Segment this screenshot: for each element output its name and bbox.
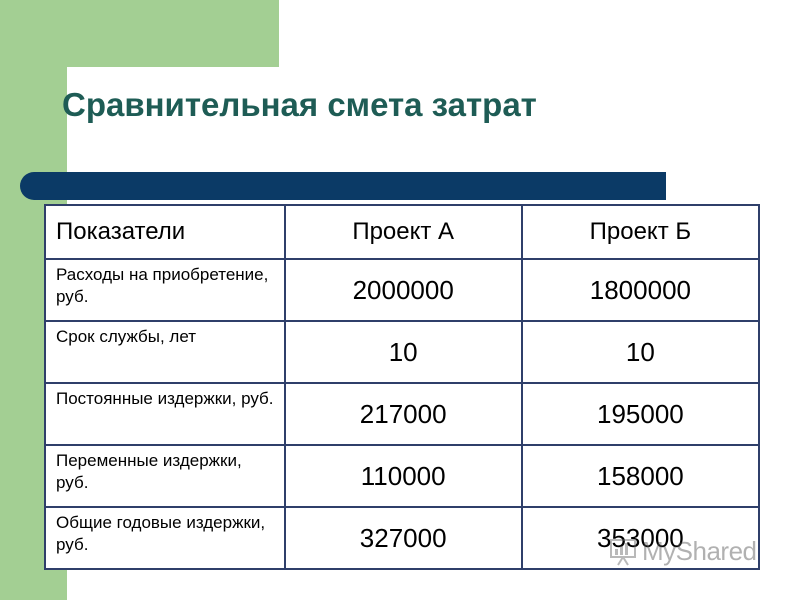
- row-label: Расходы на приобретение, руб.: [45, 259, 285, 321]
- project-b-value: 195000: [522, 383, 759, 445]
- project-a-value: 217000: [285, 383, 522, 445]
- project-b-value: 10: [522, 321, 759, 383]
- header-project-a: Проект А: [285, 205, 522, 259]
- project-b-value: 353000: [522, 507, 759, 569]
- project-a-value: 10: [285, 321, 522, 383]
- table-header-row: [45, 205, 759, 259]
- project-a-value: 110000: [285, 445, 522, 507]
- table-row: [45, 321, 759, 383]
- project-b-value: 1800000: [522, 259, 759, 321]
- slide-title: Сравнительная смета затрат: [62, 86, 537, 123]
- cost-comparison-table: [44, 204, 760, 570]
- watermark-text: MyShared: [642, 536, 757, 566]
- watermark: [608, 536, 757, 567]
- project-a-value: 327000: [285, 507, 522, 569]
- table-row: [45, 383, 759, 445]
- green-band-top: [0, 0, 279, 67]
- table-row: [45, 259, 759, 321]
- row-label: Переменные издержки, руб.: [45, 445, 285, 507]
- header-project-b: Проект Б: [522, 205, 759, 259]
- title-underline-bar: [20, 172, 666, 200]
- header-indicators: Показатели: [45, 205, 285, 259]
- row-label: Постоянные издержки, руб.: [45, 383, 285, 445]
- row-label: Общие годовые издержки, руб.: [45, 507, 285, 569]
- row-label: Срок службы, лет: [45, 321, 285, 383]
- chart-presentation-icon: [608, 537, 638, 567]
- project-b-value: 158000: [522, 445, 759, 507]
- table-row: [45, 445, 759, 507]
- project-a-value: 2000000: [285, 259, 522, 321]
